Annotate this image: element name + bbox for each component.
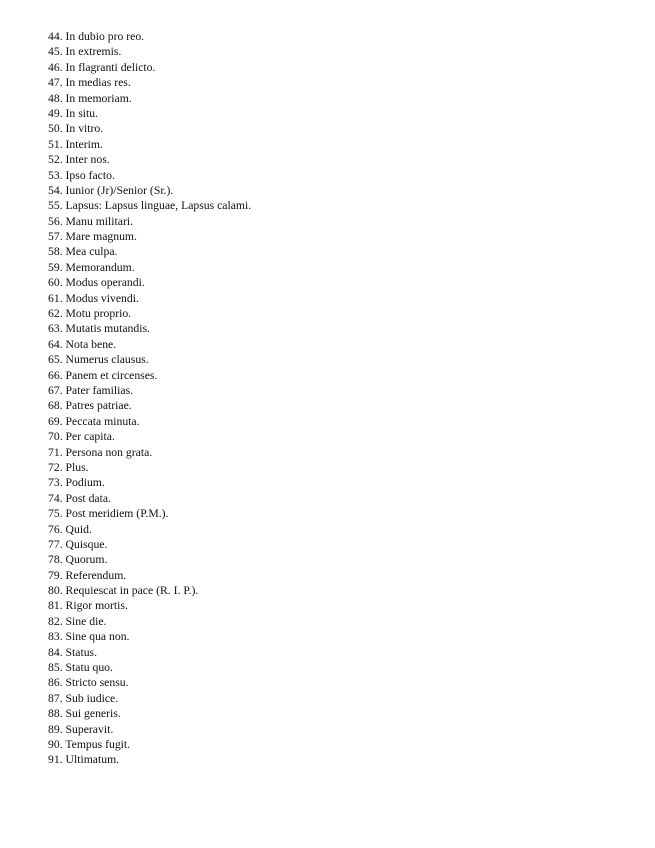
list-item: 72. Plus. bbox=[48, 460, 89, 474]
list-item: 82. Sine die. bbox=[48, 614, 107, 628]
list-item: 47. In medias res. bbox=[48, 76, 131, 90]
list-item: 70. Per capita. bbox=[48, 430, 115, 444]
list-item: 77. Quisque. bbox=[48, 537, 108, 551]
list-item: 45. In extremis. bbox=[48, 45, 122, 59]
list-item: 68. Patres patriae. bbox=[48, 399, 132, 413]
list-item: 74. Post data. bbox=[48, 491, 111, 505]
list-item: 79. Referendum. bbox=[48, 568, 127, 582]
list-item: 49. In situ. bbox=[48, 106, 98, 120]
list-item: 48. In memoriam. bbox=[48, 91, 132, 105]
list-item: 52. Inter nos. bbox=[48, 153, 110, 167]
list-item: 88. Sui generis. bbox=[48, 707, 121, 721]
list-item: 61. Modus vivendi. bbox=[48, 291, 139, 305]
list-item: 86. Stricto sensu. bbox=[48, 676, 129, 690]
list-item: 83. Sine qua non. bbox=[48, 630, 130, 644]
list-item: 51. Interim. bbox=[48, 137, 103, 151]
list-item: 78. Quorum. bbox=[48, 553, 108, 567]
list-item: 62. Motu proprio. bbox=[48, 307, 132, 321]
list-item: 65. Numerus clausus. bbox=[48, 353, 149, 367]
list-item: 57. Mare magnum. bbox=[48, 230, 137, 244]
list-item: 58. Mea culpa. bbox=[48, 245, 118, 259]
list-item: 67. Pater familias. bbox=[48, 383, 134, 397]
list-item: 81. Rigor mortis. bbox=[48, 599, 128, 613]
list-item: 56. Manu militari. bbox=[48, 214, 134, 228]
list-item: 84. Status. bbox=[48, 645, 98, 659]
list-item: 66. Panem et circenses. bbox=[48, 368, 158, 382]
list-item: 69. Peccata minuta. bbox=[48, 414, 140, 428]
list-item: 87. Sub iudice. bbox=[48, 691, 119, 705]
list-item: 50. In vitro. bbox=[48, 122, 104, 136]
list-item: 44. In dubio pro reo. bbox=[48, 30, 145, 43]
list-item: 76. Quid. bbox=[48, 522, 92, 536]
list-item: 54. Iunior (Jr)/Senior (Sr.). bbox=[48, 183, 174, 197]
list-item: 85. Statu quo. bbox=[48, 661, 113, 675]
list-item: 73. Podium. bbox=[48, 476, 105, 490]
list-item: 64. Nota bene. bbox=[48, 337, 117, 351]
latin-phrase-list bbox=[48, 29, 251, 768]
list-item: 80. Requiescat in pace (R. I. P.). bbox=[48, 584, 199, 598]
list-item: 90. Tempus fugit. bbox=[48, 737, 131, 751]
list-item: 59. Memorandum. bbox=[48, 260, 135, 274]
list-item: 60. Modus operandi. bbox=[48, 276, 145, 290]
list-item: 71. Persona non grata. bbox=[48, 445, 153, 459]
list-item: 91. Ultimatum. bbox=[48, 753, 120, 767]
list-item: 89. Superavit. bbox=[48, 722, 114, 736]
list-item: 55. Lapsus: Lapsus linguae, Lapsus calami. bbox=[48, 199, 252, 213]
list-item: 63. Mutatis mutandis. bbox=[48, 322, 150, 336]
list-item: 46. In flagranti delicto. bbox=[48, 60, 156, 74]
list-item: 53. Ipso facto. bbox=[48, 168, 115, 182]
list-item: 75. Post meridiem (P.M.). bbox=[48, 507, 169, 521]
